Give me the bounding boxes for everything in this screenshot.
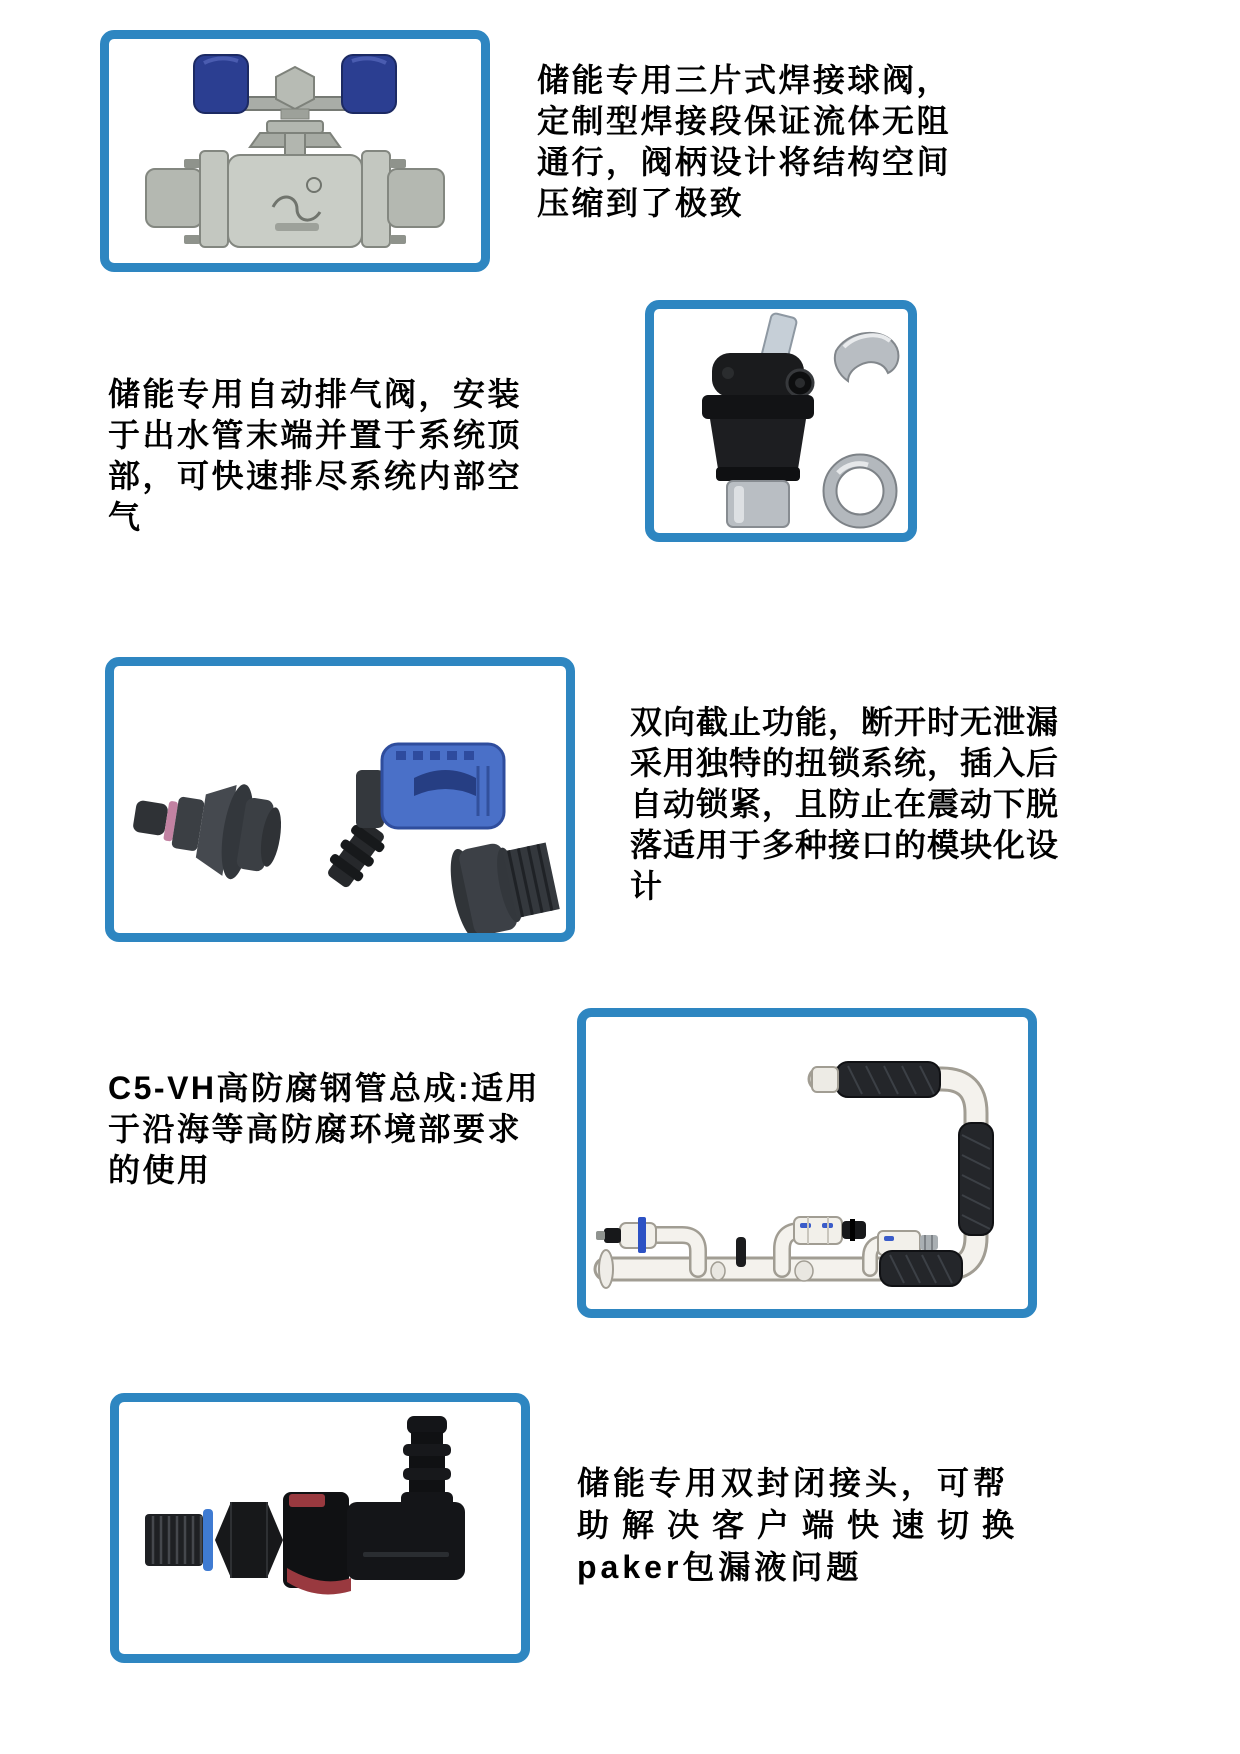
branch-connector-1 [794, 1217, 866, 1244]
valve-body [146, 151, 444, 247]
hex-nut [215, 1502, 283, 1578]
description-line: 于沿海等高防腐环境部要求 [108, 1111, 523, 1147]
description-line: 气 [108, 499, 143, 535]
valve-handle [194, 55, 396, 119]
air-vent-valve-body [702, 313, 814, 527]
description-line: 储能专用三片式焊接球阀， [537, 62, 952, 98]
description-line: 助解决客户端快速切换 [577, 1507, 1028, 1543]
ball-valve-image-frame [100, 30, 490, 272]
description-line: 的使用 [108, 1152, 212, 1188]
drain-stub [736, 1237, 746, 1267]
description-line: paker包漏液问题 [577, 1549, 863, 1585]
description-line: 部，可快速排尽系统内部空 [108, 458, 523, 494]
double-sealed-connector-image-frame [110, 1393, 530, 1663]
ball-valve-description [537, 60, 1007, 224]
connector-plug [127, 768, 287, 886]
description-line: 储能专用自动排气阀，安装 [108, 376, 523, 412]
pipe-assembly-photo [586, 1017, 1028, 1309]
description-line: 于出水管末端并置于系统顶 [108, 417, 523, 453]
description-line: 采用独特的扭锁系统，插入后 [630, 745, 1060, 781]
description-line: 通行，阀柄设计将结构空间 [537, 144, 952, 180]
description-line: 计 [630, 868, 664, 904]
swivel-collar [283, 1492, 351, 1594]
description-line: 双向截止功能，断开时无泄漏 [630, 704, 1060, 740]
air-vent-valve-photo [654, 309, 908, 533]
double-sealed-connector-photo [119, 1402, 521, 1654]
description-line: C5-VH高防腐钢管总成:适用 [108, 1070, 541, 1106]
threaded-end [145, 1509, 213, 1571]
air-vent-valve-description [108, 374, 548, 538]
double-sealed-connector-description [577, 1462, 1027, 1588]
air-vent-valve-image-frame [645, 300, 917, 542]
description-line: 自动锁紧，且防止在震动下脱 [630, 786, 1060, 822]
description-line: 储能专用双封闭接头，可帮 [577, 1465, 1010, 1501]
pipe-assembly-image-frame [577, 1008, 1037, 1318]
description-line: 落适用于多种接口的模块化设 [630, 827, 1060, 863]
metal-ring [824, 455, 897, 528]
quick-connector-image-frame [105, 657, 575, 942]
white-end-cap [812, 1067, 838, 1092]
metal-clamp [835, 333, 899, 381]
quick-connector-description [630, 702, 1090, 907]
description-line: 压缩到了极致 [537, 185, 745, 221]
ball-valve-photo [118, 39, 472, 263]
hose-barb [401, 1416, 453, 1512]
elbow-body [347, 1502, 465, 1580]
connector-fitting [444, 831, 562, 933]
valve-stem [250, 121, 340, 157]
end-connector-with-clip [596, 1217, 656, 1253]
pipe-assembly-description [108, 1068, 548, 1191]
description-line: 定制型焊接段保证流体无阻 [537, 103, 952, 139]
quick-connector-photo [114, 666, 566, 933]
